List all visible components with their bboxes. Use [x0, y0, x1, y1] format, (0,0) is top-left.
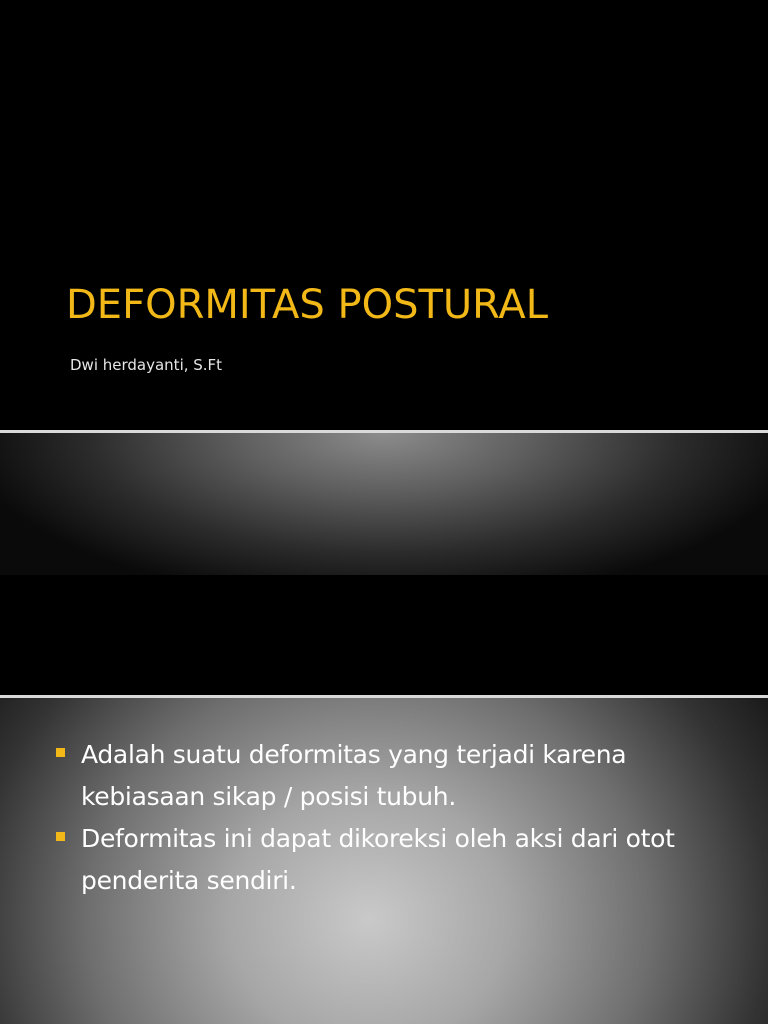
bullet-square-icon — [56, 832, 65, 841]
bullet-item — [54, 734, 734, 818]
bullet-item — [54, 818, 734, 902]
bullet-text: Deformitas ini dapat dikoreksi oleh aksi dari otot penderita sendiri. — [81, 824, 675, 895]
content-slide — [0, 698, 768, 1024]
bullet-list — [54, 734, 734, 902]
bullet-text: Adalah suatu deformitas yang terjadi karena kebiasaan sikap / posisi tubuh. — [81, 740, 627, 811]
slide-subtitle-author: Dwi herdayanti, S.Ft — [70, 356, 223, 374]
bullet-square-icon — [56, 748, 65, 757]
slide-gradient-background — [0, 433, 768, 575]
slide-title: DEFORMITAS POSTURAL — [66, 282, 548, 328]
blank-slide — [0, 433, 768, 695]
title-slide — [0, 0, 768, 430]
